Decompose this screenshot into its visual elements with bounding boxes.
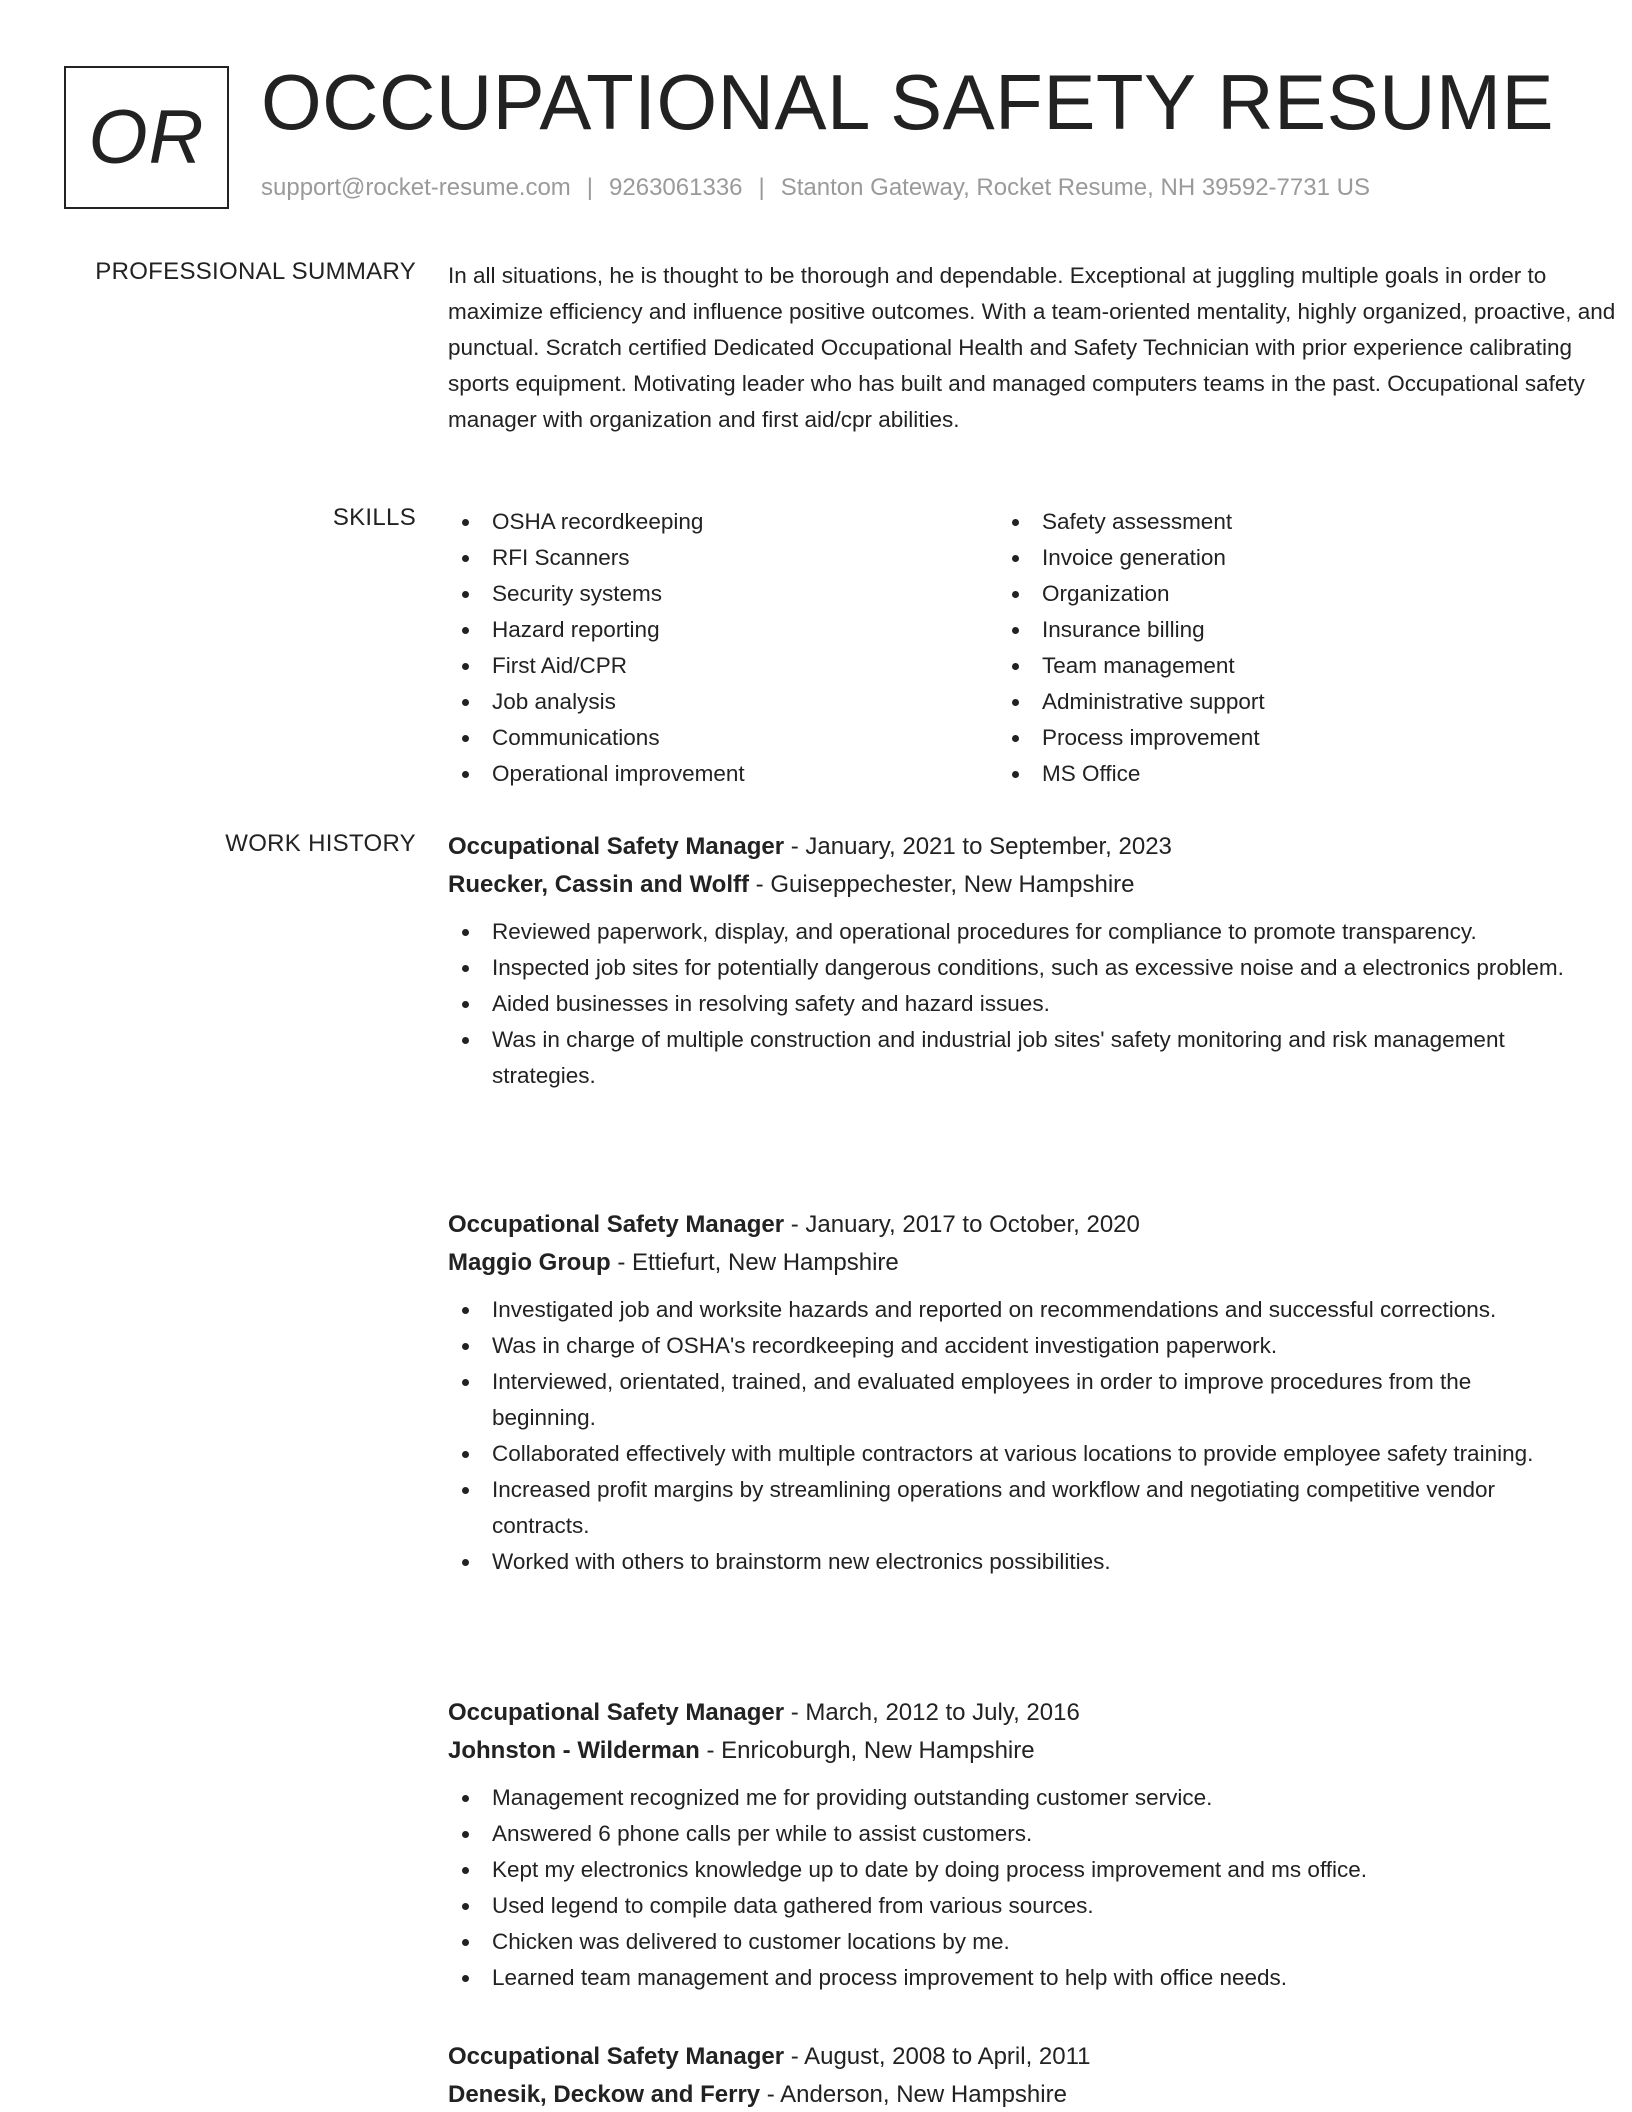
contact-phone[interactable]: 9263061336: [609, 174, 743, 201]
skill-item: MS Office: [998, 756, 1548, 792]
contact-email[interactable]: support@rocket-resume.com: [261, 174, 571, 201]
job-role: Occupational Safety Manager: [448, 833, 785, 860]
job-location: - Enricoburgh, New Hampshire: [699, 1737, 1035, 1764]
job-company: Johnston - Wilderman: [448, 1737, 700, 1764]
work-history-body: [448, 830, 1628, 2110]
skill-item: Security systems: [448, 576, 998, 612]
job-bullet: Chicken was delivered to customer locations by me.: [448, 1924, 1568, 1960]
skill-item: Communications: [448, 720, 998, 756]
monogram-box: OR: [64, 66, 229, 209]
skill-item: First Aid/CPR: [448, 648, 998, 684]
skill-item: Job analysis: [448, 684, 998, 720]
skill-item: RFI Scanners: [448, 540, 998, 576]
job-bullet: Was in charge of OSHA's recordkeeping and accident investigation paperwork.: [448, 1328, 1568, 1364]
job-bullet: Interviewed, orientated, trained, and evaluated employees in order to improve procedures from the beginning.: [448, 1364, 1568, 1436]
skill-item: Administrative support: [998, 684, 1548, 720]
job-bullet: Aided businesses in resolving safety and hazard issues.: [448, 986, 1568, 1022]
job-dates: - January, 2021 to September, 2023: [784, 833, 1172, 860]
contact-address: Stanton Gateway, Rocket Resume, NH 39592-7731 US: [780, 174, 1370, 201]
job-bullets: [448, 1292, 1628, 1580]
job-role: Occupational Safety Manager: [448, 1211, 785, 1238]
resume-title: OCCUPATIONAL SAFETY RESUME: [261, 58, 1554, 146]
job-title-line: [448, 1206, 1628, 1244]
job-bullet: Answered 6 phone calls per while to assist customers.: [448, 1816, 1568, 1852]
job-title-line: [448, 828, 1628, 866]
job-bullets: [448, 914, 1628, 1094]
job-dates: - January, 2017 to October, 2020: [784, 1211, 1140, 1238]
job-dates: - August, 2008 to April, 2011: [784, 2043, 1091, 2070]
work-history-heading: WORK HISTORY: [225, 830, 416, 857]
skill-item: Operational improvement: [448, 756, 998, 792]
job-bullet: Used legend to compile data gathered from various sources.: [448, 1888, 1568, 1924]
job-company: Denesik, Deckow and Ferry: [448, 2081, 761, 2108]
contact-separator: |: [758, 174, 765, 201]
skill-item: Organization: [998, 576, 1548, 612]
job-bullet: Kept my electronics knowledge up to date by doing process improvement and ms office.: [448, 1852, 1568, 1888]
job-company-line: [448, 1244, 1628, 1282]
job-bullet: Increased profit margins by streamlining operations and workflow and negotiating competitive vendor contracts.: [448, 1472, 1568, 1544]
job-location: - Ettiefurt, New Hampshire: [610, 1249, 899, 1276]
skill-item: Insurance billing: [998, 612, 1548, 648]
skills-list-right: [998, 504, 1548, 792]
job-bullet: Reviewed paperwork, display, and operational procedures for compliance to promote transparency.: [448, 914, 1568, 950]
skill-item: Safety assessment: [998, 504, 1548, 540]
job-entry: [448, 1206, 1628, 1580]
job-title-line: [448, 2038, 1628, 2076]
job-company-line: [448, 1732, 1628, 1770]
job-role: Occupational Safety Manager: [448, 1699, 785, 1726]
job-bullet: Was in charge of multiple construction and industrial job sites' safety monitoring and risk management strategies.: [448, 1022, 1568, 1094]
job-company-line: [448, 2076, 1628, 2112]
resume-header: [64, 58, 1564, 210]
job-location: - Guiseppechester, New Hampshire: [748, 871, 1135, 898]
job-bullet: Worked with others to brainstorm new electronics possibilities.: [448, 1544, 1568, 1580]
job-company: Ruecker, Cassin and Wolff: [448, 871, 749, 898]
job-bullet: Investigated job and worksite hazards and reported on recommendations and successful corrections.: [448, 1292, 1568, 1328]
contact-line: [261, 174, 1370, 202]
summary-heading: PROFESSIONAL SUMMARY: [95, 258, 416, 285]
job-bullet: Collaborated effectively with multiple contractors at various locations to provide employee safety training.: [448, 1436, 1568, 1472]
skills-heading: SKILLS: [332, 504, 416, 531]
job-bullet: Inspected job sites for potentially dangerous conditions, such as excessive noise and a electronics problem.: [448, 950, 1568, 986]
skills-columns: [448, 504, 1628, 792]
job-company-line: [448, 866, 1628, 904]
skill-item: OSHA recordkeeping: [448, 504, 998, 540]
job-company: Maggio Group: [448, 1249, 611, 1276]
job-entry: [448, 2038, 1628, 2112]
job-bullet: Learned team management and process improvement to help with office needs.: [448, 1960, 1568, 1996]
job-role: Occupational Safety Manager: [448, 2043, 785, 2070]
job-bullets: [448, 1780, 1628, 1996]
skills-list-left: [448, 504, 998, 792]
skill-item: Process improvement: [998, 720, 1548, 756]
job-entry: [448, 1694, 1628, 1996]
skill-item: Invoice generation: [998, 540, 1548, 576]
skill-item: Team management: [998, 648, 1548, 684]
job-dates: - March, 2012 to July, 2016: [784, 1699, 1080, 1726]
summary-text: In all situations, he is thought to be thorough and dependable. Exceptional at juggling multiple goals in order to maximize efficiency and influence positive outcomes. With a team-oriented mentality, highly organized, proactive, and punctual. Scratch certified Dedicated Occupational Health and Safety Technician with prior experience calibrating sports equipment. Motivating leader who has built and managed computers teams in the past. Occupational safety manager with organization and first aid/cpr abilities.: [448, 263, 1616, 432]
skills-body: [448, 504, 1628, 792]
job-entry: [448, 828, 1628, 1094]
job-location: - Anderson, New Hampshire: [760, 2081, 1067, 2108]
job-bullet: Management recognized me for providing outstanding customer service.: [448, 1780, 1568, 1816]
skill-item: Hazard reporting: [448, 612, 998, 648]
job-title-line: [448, 1694, 1628, 1732]
contact-separator: |: [586, 174, 594, 201]
